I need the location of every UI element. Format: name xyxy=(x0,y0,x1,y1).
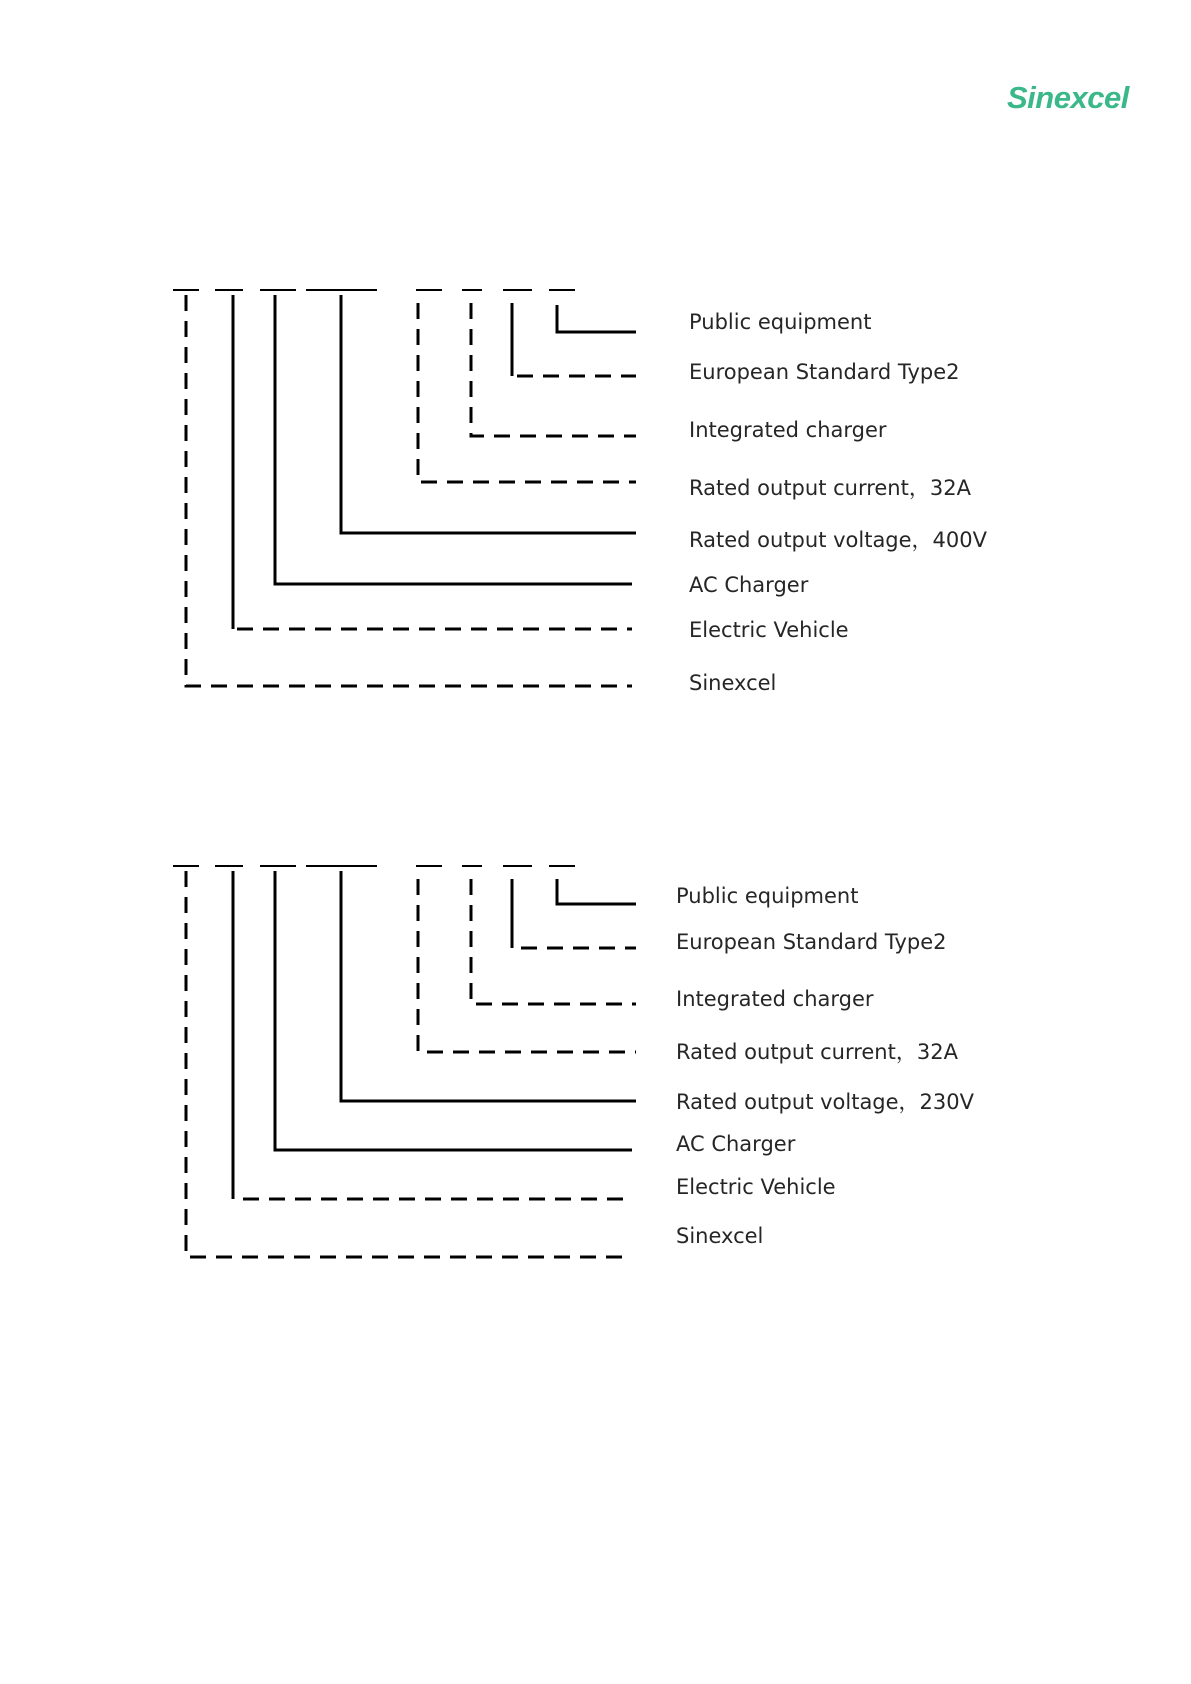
label-integrated-charger: Integrated charger xyxy=(689,418,887,442)
label-sinexcel: Sinexcel xyxy=(676,1224,764,1248)
label-public-equipment: Public equipment xyxy=(676,884,859,908)
label-rated-output-voltage: Rated output voltage，400V xyxy=(689,528,988,552)
label-rated-output-current: Rated output current，32A xyxy=(676,1040,958,1064)
label-electric-vehicle: Electric Vehicle xyxy=(689,618,849,642)
connector-integrated-charger xyxy=(471,879,636,1004)
connector-integrated-charger xyxy=(471,303,636,436)
label-ac-charger: AC Charger xyxy=(676,1132,796,1156)
label-european-standard-type2: European Standard Type2 xyxy=(689,360,960,384)
label-electric-vehicle: Electric Vehicle xyxy=(676,1175,836,1199)
connector-public-equipment xyxy=(557,879,636,904)
model-code-connector-lines xyxy=(0,846,1191,1306)
model-code-connector-lines xyxy=(0,270,1191,730)
label-rated-output-current: Rated output current，32A xyxy=(689,476,971,500)
label-integrated-charger: Integrated charger xyxy=(676,987,874,1011)
label-public-equipment: Public equipment xyxy=(689,310,872,334)
model-code-diagram-400v xyxy=(0,270,1191,730)
connector-european-standard-type2 xyxy=(512,303,636,376)
label-rated-output-voltage: Rated output voltage，230V xyxy=(676,1090,975,1114)
connector-ac-charger xyxy=(275,295,632,584)
connector-sinexcel xyxy=(186,295,632,686)
label-european-standard-type2: European Standard Type2 xyxy=(676,930,947,954)
label-ac-charger: AC Charger xyxy=(689,573,809,597)
model-code-diagram-230v xyxy=(0,846,1191,1306)
connector-european-standard-type2 xyxy=(512,879,636,948)
connector-electric-vehicle xyxy=(233,295,632,629)
connector-rated-output-current xyxy=(418,303,636,482)
connector-ac-charger xyxy=(275,871,632,1150)
label-sinexcel: Sinexcel xyxy=(689,671,777,695)
sinexcel-logo: Sinexcel xyxy=(1007,80,1129,115)
connector-public-equipment xyxy=(557,305,636,332)
